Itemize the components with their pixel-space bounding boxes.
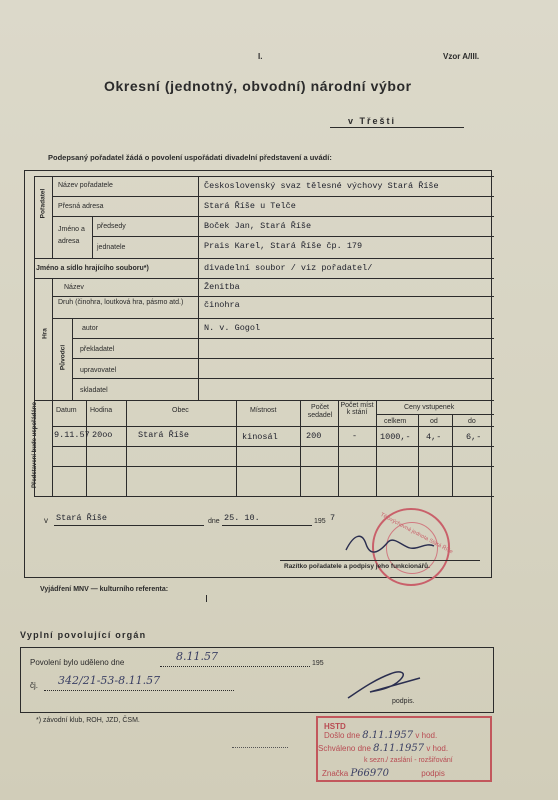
mark-suffix: podpis: [421, 769, 445, 778]
contact-label: Jméno a adresa: [58, 226, 85, 245]
organizer-signature: [340, 530, 440, 560]
troupe-label: Jméno a sídlo hrajícího souboru*): [36, 265, 149, 272]
stamp-text: Tělovýchovná jednota Stará Říše: [379, 512, 454, 556]
granted-value: 8.11.57: [176, 650, 218, 663]
intro-text: Podepsaný pořadatel žádá o povolení uspořádati divadelní představení a uvádí:: [48, 153, 332, 162]
signature-caption: Razítko pořadatele a podpisy jeho funkcionářů.: [284, 563, 430, 570]
mark-label: Značka: [322, 769, 349, 778]
row-total: 1000,-: [380, 432, 411, 442]
form-code: Vzor A/III.: [443, 52, 480, 61]
author-value: N. v. Gogol: [204, 323, 261, 333]
authority-signature: [340, 664, 430, 704]
year-prefix: 195: [314, 518, 326, 525]
granted-label: Povolení bylo uděleno dne: [30, 658, 125, 667]
row-seats: 200: [306, 431, 322, 441]
approved-label: Schváleno dne: [318, 744, 371, 753]
col-standing: Počet míst k stání: [340, 402, 374, 416]
stamp-line3: k sezn./ zaslání - rozšiřování: [364, 757, 453, 764]
adapter-label: upravovatel: [80, 367, 117, 374]
received-suffix: v hod.: [415, 731, 438, 740]
footnote: *) závodní klub, ROH, JZD, ČSM.: [36, 717, 140, 724]
approved-value: 8.11.1957: [373, 743, 425, 754]
ref-label: čj.: [30, 681, 38, 690]
chair-value: Boček Jan, Stará Říše: [204, 221, 312, 231]
organizer-address-value: Stará Říše u Telče: [204, 201, 296, 211]
origin-section-label: Původci: [59, 344, 67, 371]
row-venue: kinosál: [242, 432, 278, 442]
col-prices: Ceny vstupenek: [404, 404, 455, 411]
organizer-name-label: Název pořadatele: [58, 182, 113, 189]
play-name-label: Název: [64, 284, 84, 291]
col-venue: Místnost: [250, 407, 277, 414]
col-town: Obec: [172, 407, 189, 414]
authority-heading: Vyplní povolující orgán: [20, 630, 147, 640]
row-from: 4,-: [426, 432, 442, 442]
secretary-label: jednatele: [97, 244, 126, 251]
granted-year-prefix: 195: [312, 660, 324, 667]
play-type-value: činohra: [204, 300, 240, 310]
author-label: autor: [82, 325, 98, 332]
page-title: Okresní (jednotný, obvodní) národní výbor: [104, 78, 412, 94]
organizer-name-value: Československý svaz tělesné výchovy Stará Říše: [204, 181, 439, 191]
received-stamp-org: HSTD: [324, 722, 346, 731]
place-prefix: v: [44, 516, 48, 525]
row-to: 6,-: [466, 432, 482, 442]
year-value: 7: [330, 513, 336, 523]
row-town: Stará Říše: [138, 430, 190, 440]
received-value: 8.11.1957: [362, 730, 414, 741]
col-total: celkem: [384, 418, 407, 425]
performance-section-label: Představení bude uspořádáno: [32, 401, 38, 488]
col-hour: Hodina: [90, 407, 113, 414]
organizer-section-label: Pořadatel: [39, 188, 47, 219]
col-seats: Počet sedadel: [307, 404, 333, 419]
troupe-value: divadelní soubor / viz pořadatel/: [204, 263, 373, 273]
referee-label: Vyjádření MNV — kulturního referenta:: [40, 586, 169, 593]
date-prefix: dne: [208, 518, 220, 525]
sign-label: podpis.: [392, 698, 415, 705]
ref-value: 342/21-53-8.11.57: [58, 674, 161, 687]
chair-label: předsedy: [97, 223, 126, 230]
approved-suffix: v hod.: [426, 744, 449, 753]
play-type-label: Druh (činohra, loutková hra, pásmo atd.): [58, 299, 184, 306]
place-value: Stará Říše: [56, 513, 108, 523]
organizer-address-label: Přesná adresa: [58, 203, 104, 210]
translator-label: překladatel: [80, 346, 115, 353]
play-name-value: Ženitba: [204, 282, 240, 292]
mark-value: P66970: [350, 768, 390, 779]
secretary-value: Prais Karel, Stará Říše čp. 179: [204, 241, 363, 251]
composer-label: skladatel: [80, 387, 108, 394]
date-value: 25. 10.: [224, 513, 260, 523]
row-standing: -: [352, 431, 358, 441]
col-to: do: [468, 418, 476, 425]
row-date: 9.11.57: [54, 430, 90, 440]
page-number: I.: [258, 52, 263, 61]
play-section-label: Hra: [41, 328, 49, 339]
row-hour: 20oo: [92, 430, 113, 440]
committee-location: v Třešti: [348, 116, 397, 126]
col-date: Datum: [56, 407, 77, 414]
col-from: od: [430, 418, 438, 425]
received-label: Došlo dne: [324, 731, 361, 740]
